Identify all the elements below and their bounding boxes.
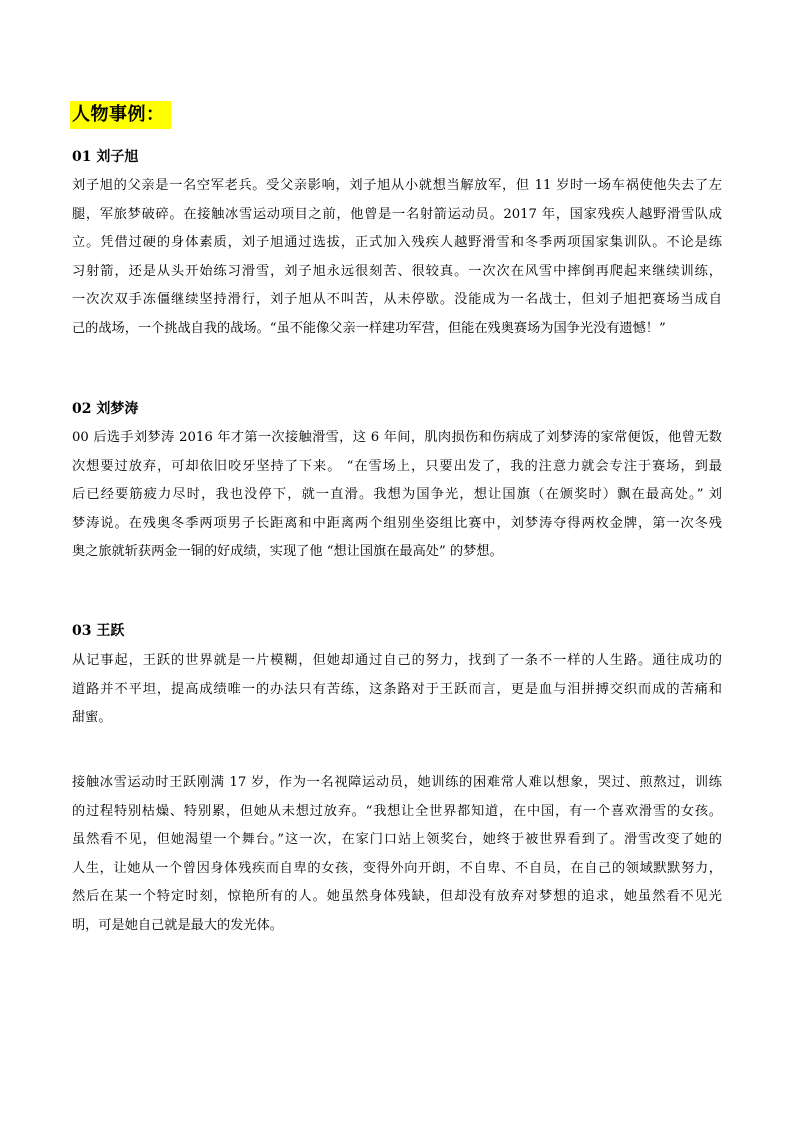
- paragraph-wang-yue-2: [72, 769, 722, 940]
- text-line: 腿，军旅梦破碎。在接触冰雪运动项目之前，他曾是一名射箭运动员。2017 年，国家残疾人越野滑雪队成: [72, 206, 722, 222]
- text-line: 一次次双手冻僵继续坚持滑行，刘子旭从不叫苦，从未停歇。没能成为一名战士，但刘子旭把赛场当成自: [72, 292, 722, 307]
- section-title-wang-yue: 03 王跃: [72, 623, 125, 639]
- text-line: 00 后选手刘梦涛 2016 年才第一次接触滑雪，这 6 年间，肌肉损伤和伤病成了刘梦涛的家常便饭，他曾无数: [72, 430, 722, 445]
- paragraph-liu-mengtao: [72, 424, 722, 567]
- text-line: 从记事起，王跃的世界就是一片模糊，但她却通过自己的努力，找到了一条不一样的人生路。通往成功的: [72, 653, 722, 668]
- text-line: 后已经要筋疲力尽时，我也没停下，就一直滑。我想为国争光，想让国旗（在颁奖时）飘在最高处。” 刘: [72, 487, 722, 502]
- heading-container: [70, 101, 171, 129]
- text-line: 人生，让她从一个曾因身体残疾而自卑的女孩，变得外向开朗，不自卑、不自员，在自己的领域默默努力，: [72, 860, 722, 876]
- text-line: 道路并不平坦，提高成绩唯一的办法只有苦练，这条路对于王跃而言，更是血与泪拼搏交织而成的苦痛和: [72, 681, 722, 697]
- text-line: 次想要过放弃，可却依旧咬牙坚持了下来。 “在雪场上，只要出发了，我的注意力就会专注于赛场，到最: [72, 458, 722, 474]
- section-title-liu-zixu: 01 刘子旭: [72, 149, 139, 165]
- text-line: 明，可是她自己就是最大的发光体。: [72, 917, 283, 933]
- text-line: 虽然看不见，但她渴望一个舞台。”这一次，在家门口站上领奖台，她终于被世界看到了。滑雪改变了她的: [72, 832, 722, 847]
- text-line: 奥之旅就斩获两金一铜的好成绩，实现了他 “想让国旗在最高处” 的梦想。: [72, 544, 503, 559]
- section-title-liu-mengtao: 02 刘梦涛: [72, 401, 139, 417]
- text-line: 立。凭借过硬的身体素质，刘子旭通过选拔，正式加入残疾人越野滑雪和冬季两项国家集训队。不论是练: [72, 235, 722, 250]
- section-heading: 人物事例：: [70, 101, 171, 129]
- text-line: 己的战场，一个挑战自我的战场。“虽不能像父亲一样建功军营，但能在残奥赛场为国争光没有遗憾！”: [72, 320, 666, 336]
- text-line: 然后在某一个特定时刻，惊艳所有的人。她虽然身体残缺，但却没有放弃对梦想的追求，她虽然看不见光: [72, 889, 722, 904]
- paragraph-liu-zixu: [72, 172, 722, 343]
- text-line: 梦涛说。在残奥冬季两项男子长距离和中距离两个组别坐姿组比赛中，刘梦涛夺得两枚金牌，第一次冬残: [72, 515, 722, 531]
- text-line: 习射箭，还是从头开始练习滑雪，刘子旭永远很刻苦、很较真。一次次在风雪中摔倒再爬起来继续训练，: [72, 263, 722, 279]
- text-line: 的过程特别枯燥、特别累，但她从未想过放弃。“我想让全世界都知道，在中国，有一个喜欢滑雪的女孩。: [72, 803, 722, 819]
- text-line: 接触冰雪运动时王跃刚满 17 岁，作为一名视障运动员，她训练的困难常人难以想象，哭过、煎熬过，训练: [72, 775, 722, 790]
- text-line: 甜蜜。: [72, 710, 112, 725]
- paragraph-wang-yue-1: [72, 647, 722, 733]
- text-line: 刘子旭的父亲是一名空军老兵。受父亲影响，刘子旭从小就想当解放军，但 11 岁时一场车祸使他失去了左: [72, 178, 722, 193]
